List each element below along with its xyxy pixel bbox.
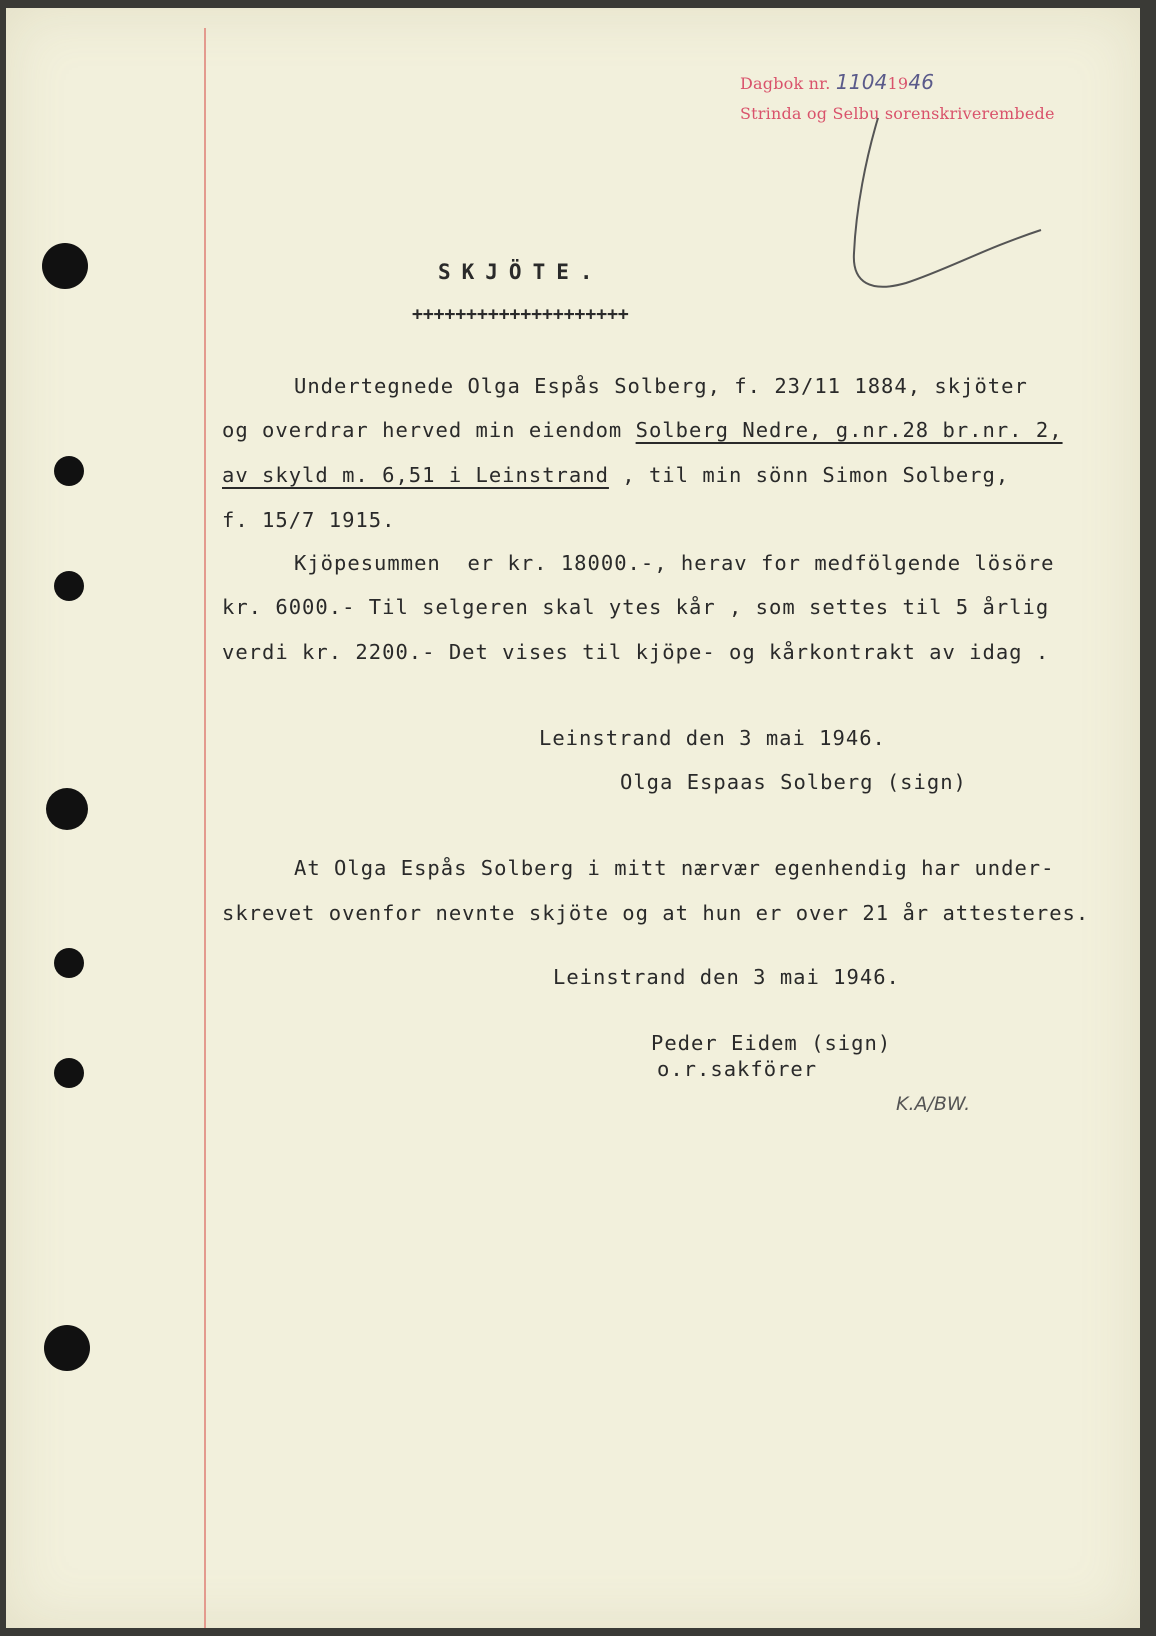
handwritten-mark: [836, 108, 1076, 308]
stamp-year-prefix: 19: [887, 74, 909, 93]
body-text: og overdrar herved min eiendom: [222, 418, 636, 442]
stamp-number: 1104: [835, 70, 888, 94]
title-underline: ++++++++++++++++++++: [412, 304, 629, 325]
handwritten-initials: K.A/BW.: [896, 1093, 971, 1115]
attestation-place-date: Leinstrand den 3 mai 1946.: [553, 965, 900, 989]
signature-name: Olga Espaas Solberg (sign): [620, 770, 967, 794]
body-line: Kjöpesummen er kr. 18000.-, herav for medfölgende lösöre: [294, 551, 1055, 575]
registry-stamp: [740, 70, 934, 94]
stamp-year-suffix: 46: [908, 70, 935, 94]
document-title: SKJÖTE.: [438, 260, 604, 284]
body-line: Undertegnede Olga Espås Solberg, f. 23/11 1884, skjöter: [294, 374, 1028, 398]
punch-hole: [54, 571, 84, 601]
punch-hole: [42, 243, 88, 289]
punch-hole: [46, 788, 88, 830]
body-line: [222, 418, 1063, 442]
document-page: [6, 8, 1140, 1628]
punch-hole: [54, 456, 84, 486]
signature-place-date: Leinstrand den 3 mai 1946.: [539, 726, 886, 750]
attestation-line: skrevet ovenfor nevnte skjöte og at hun er over 21 år attesteres.: [222, 901, 1090, 925]
punch-hole: [44, 1325, 90, 1371]
body-line: verdi kr. 2200.- Det vises til kjöpe- og kårkontrakt av idag .: [222, 640, 1050, 664]
registry-stamp-office: Strinda og Selbu sorenskriverembede: [740, 104, 1055, 123]
attestation-role: o.r.sakförer: [657, 1057, 818, 1081]
body-line: f. 15/7 1915.: [222, 508, 396, 532]
stamp-prefix: Dagbok nr.: [740, 74, 831, 93]
body-text: , til min sönn Simon Solberg,: [608, 463, 1010, 487]
body-line: kr. 6000.- Til selgeren skal ytes kår , som settes til 5 årlig: [222, 595, 1050, 619]
property-tax: av skyld m. 6,51 i Leinstrand: [222, 463, 609, 487]
body-line: [222, 463, 1009, 487]
margin-line: [204, 28, 206, 1628]
attestation-line: At Olga Espås Solberg i mitt nærvær egenhendig har under-: [294, 856, 1055, 880]
punch-hole: [54, 1058, 84, 1088]
attestation-name: Peder Eidem (sign): [651, 1031, 892, 1055]
property-name: Solberg Nedre, g.nr.28 br.nr. 2,: [635, 418, 1063, 442]
punch-hole: [54, 948, 84, 978]
